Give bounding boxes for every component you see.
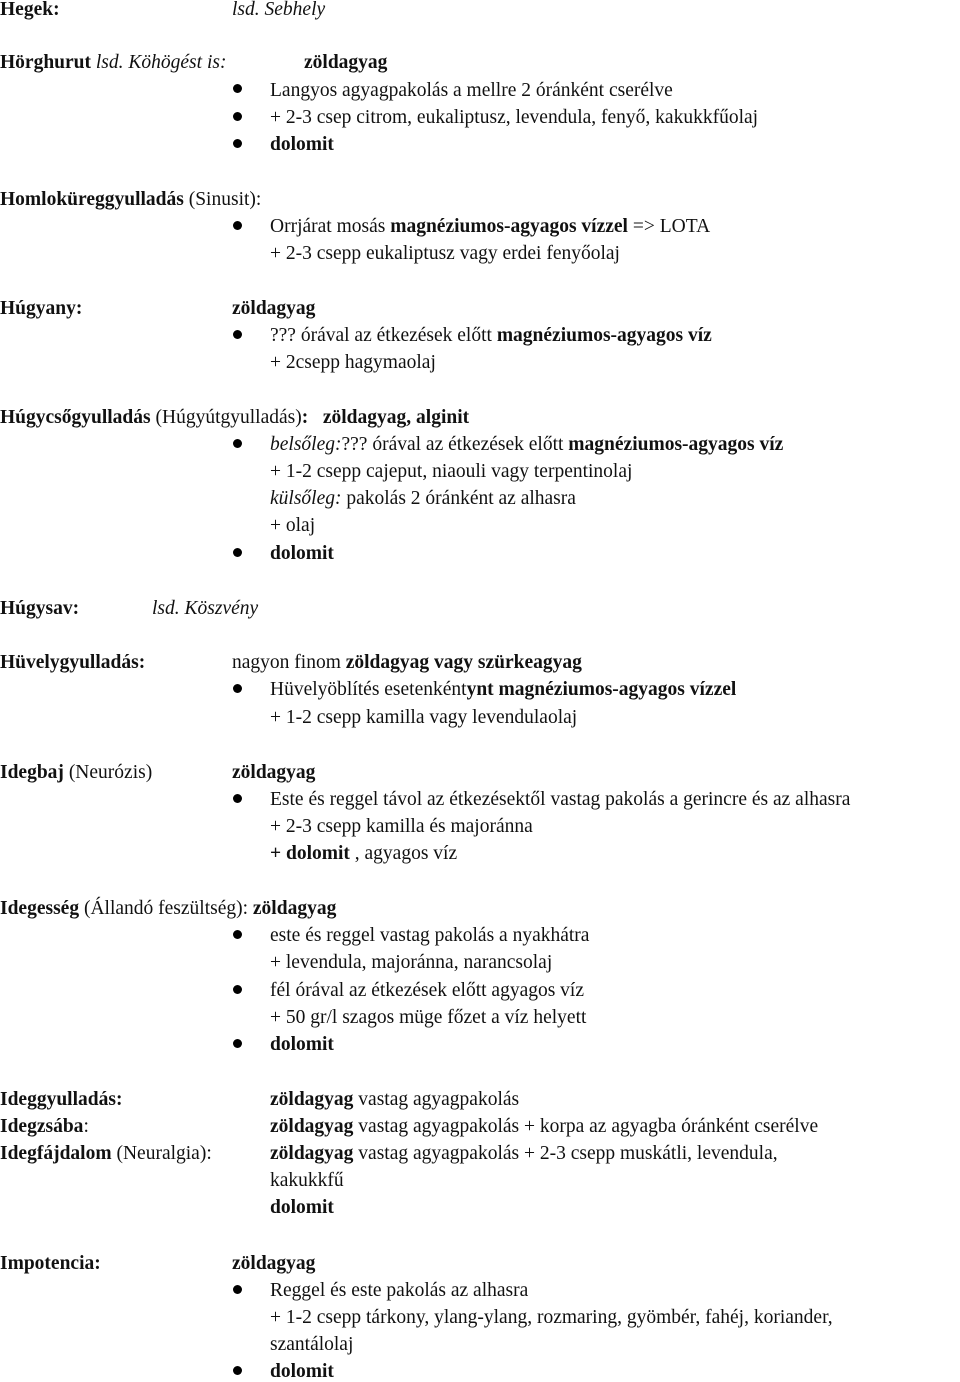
- list-item-continuation: + dolomit , agyagos víz: [270, 843, 458, 864]
- heading-hugyany: Húgyany:: [0, 298, 83, 319]
- bullet-icon: [233, 1366, 242, 1375]
- reference-hegek: lsd. Sebhely: [232, 0, 326, 20]
- text-idegzsaba: zöldagyag vastag agyagpakolás + korpa az agyagba óránként cserélve: [270, 1116, 819, 1137]
- heading-hegek: Hegek:: [0, 0, 60, 20]
- list-item: dolomit: [270, 134, 334, 155]
- list-item-continuation: + olaj: [270, 515, 316, 536]
- list-item-continuation: + levendula, majoránna, narancsolaj: [270, 952, 553, 973]
- list-item: Orrjárat mosás magnéziumos-agyagos vízzel => LOTA: [270, 216, 711, 237]
- list-item-continuation: + 1-2 csepp kamilla vagy levendulaolaj: [270, 707, 578, 728]
- list-item-continuation: + 2-3 csepp eukaliptusz vagy erdei fenyőolaj: [270, 243, 620, 264]
- bullet-icon: [233, 1039, 242, 1048]
- list-item: dolomit: [270, 543, 334, 564]
- heading-huvelygyulladas: Hüvelygyulladás:: [0, 652, 146, 673]
- bullet-icon: [233, 330, 242, 339]
- clay-horghurut: zöldagyag: [304, 52, 388, 73]
- list-item: Este és reggel távol az étkezésektől vastag pakolás a gerincre és az alhasra: [270, 789, 851, 810]
- list-item-continuation: külsőleg: pakolás 2 óránként az alhasra: [270, 488, 576, 509]
- list-item-continuation: + 2-3 csepp kamilla és majoránna: [270, 816, 533, 837]
- bullet-icon: [233, 84, 242, 93]
- list-item: + 2-3 csep citrom, eukaliptusz, levendula, fenyő, kakukkfűolaj: [270, 107, 759, 128]
- bullet-icon: [233, 112, 242, 121]
- list-item: fél órával az étkezések előtt agyagos víz: [270, 980, 585, 1001]
- heading-hugycsogyulladas: Húgycsőgyulladás (Húgyútgyulladás): zöldagyag, alginit: [0, 407, 470, 428]
- heading-hugysav: Húgysav:: [0, 598, 80, 619]
- list-item: Langyos agyagpakolás a mellre 2 óránként cserélve: [270, 80, 673, 101]
- list-item: dolomit: [270, 1034, 334, 1055]
- heading-ideggyulladas: Ideggyulladás:: [0, 1089, 123, 1110]
- list-item: este és reggel vastag pakolás a nyakhátra: [270, 925, 590, 946]
- list-item: dolomit: [270, 1361, 334, 1382]
- list-item-continuation: + 50 gr/l szagos müge főzet a víz helyett: [270, 1007, 587, 1028]
- reference-hugysav: lsd. Köszvény: [152, 598, 259, 619]
- text-idegfajdalom-continuation: kakukkfű: [270, 1170, 344, 1191]
- heading-horghurut: Hörghurut lsd. Köhögést is:: [0, 52, 227, 73]
- bullet-icon: [233, 1285, 242, 1294]
- bullet-icon: [233, 221, 242, 230]
- list-item: ??? órával az étkezések előtt magnéziumos-agyagos víz: [270, 325, 712, 346]
- heading-idegesseg: Idegesség (Állandó feszültség): zöldagyag: [0, 898, 337, 919]
- intro-huvely: nagyon finom zöldagyag vagy szürkeagyag: [232, 652, 582, 673]
- heading-idegzsaba: Idegzsába:: [0, 1116, 89, 1137]
- list-item: belsőleg:??? órával az étkezések előtt magnéziumos-agyagos víz: [270, 434, 784, 455]
- bullet-icon: [233, 930, 242, 939]
- bullet-icon: [233, 139, 242, 148]
- list-item-continuation: + 1-2 csepp tárkony, ylang-ylang, rozmaring, gyömbér, fahéj, koriander,: [270, 1307, 833, 1328]
- heading-idegfajdalom: Idegfájdalom (Neuralgia):: [0, 1143, 212, 1164]
- heading-idegbaj: Idegbaj (Neurózis): [0, 762, 153, 783]
- text-ideggyulladas: zöldagyag vastag agyagpakolás: [270, 1089, 520, 1110]
- text-idegfajdalom-dolomit: dolomit: [270, 1197, 334, 1218]
- list-item-continuation: + 1-2 csepp cajeput, niaouli vagy terpentinolaj: [270, 461, 633, 482]
- heading-homlokureggyulladas: Homloküreggyulladás (Sinusit):: [0, 189, 262, 210]
- clay-idegbaj: zöldagyag: [232, 762, 316, 783]
- list-item: Reggel és este pakolás az alhasra: [270, 1280, 529, 1301]
- list-item-continuation: szantálolaj: [270, 1334, 354, 1355]
- bullet-icon: [233, 684, 242, 693]
- bullet-icon: [233, 794, 242, 803]
- text-idegfajdalom: zöldagyag vastag agyagpakolás + 2-3 csepp muskátli, levendula,: [270, 1143, 778, 1164]
- clay-impotencia: zöldagyag: [232, 1253, 316, 1274]
- clay-hugyany: zöldagyag: [232, 298, 316, 319]
- list-item: Hüvelyöblítés esetenkéntynt magnéziumos-agyagos vízzel: [270, 679, 737, 700]
- bullet-icon: [233, 548, 242, 557]
- bullet-icon: [233, 985, 242, 994]
- bullet-icon: [233, 439, 242, 448]
- list-item-continuation: + 2csepp hagymaolaj: [270, 352, 436, 373]
- heading-impotencia: Impotencia:: [0, 1253, 101, 1274]
